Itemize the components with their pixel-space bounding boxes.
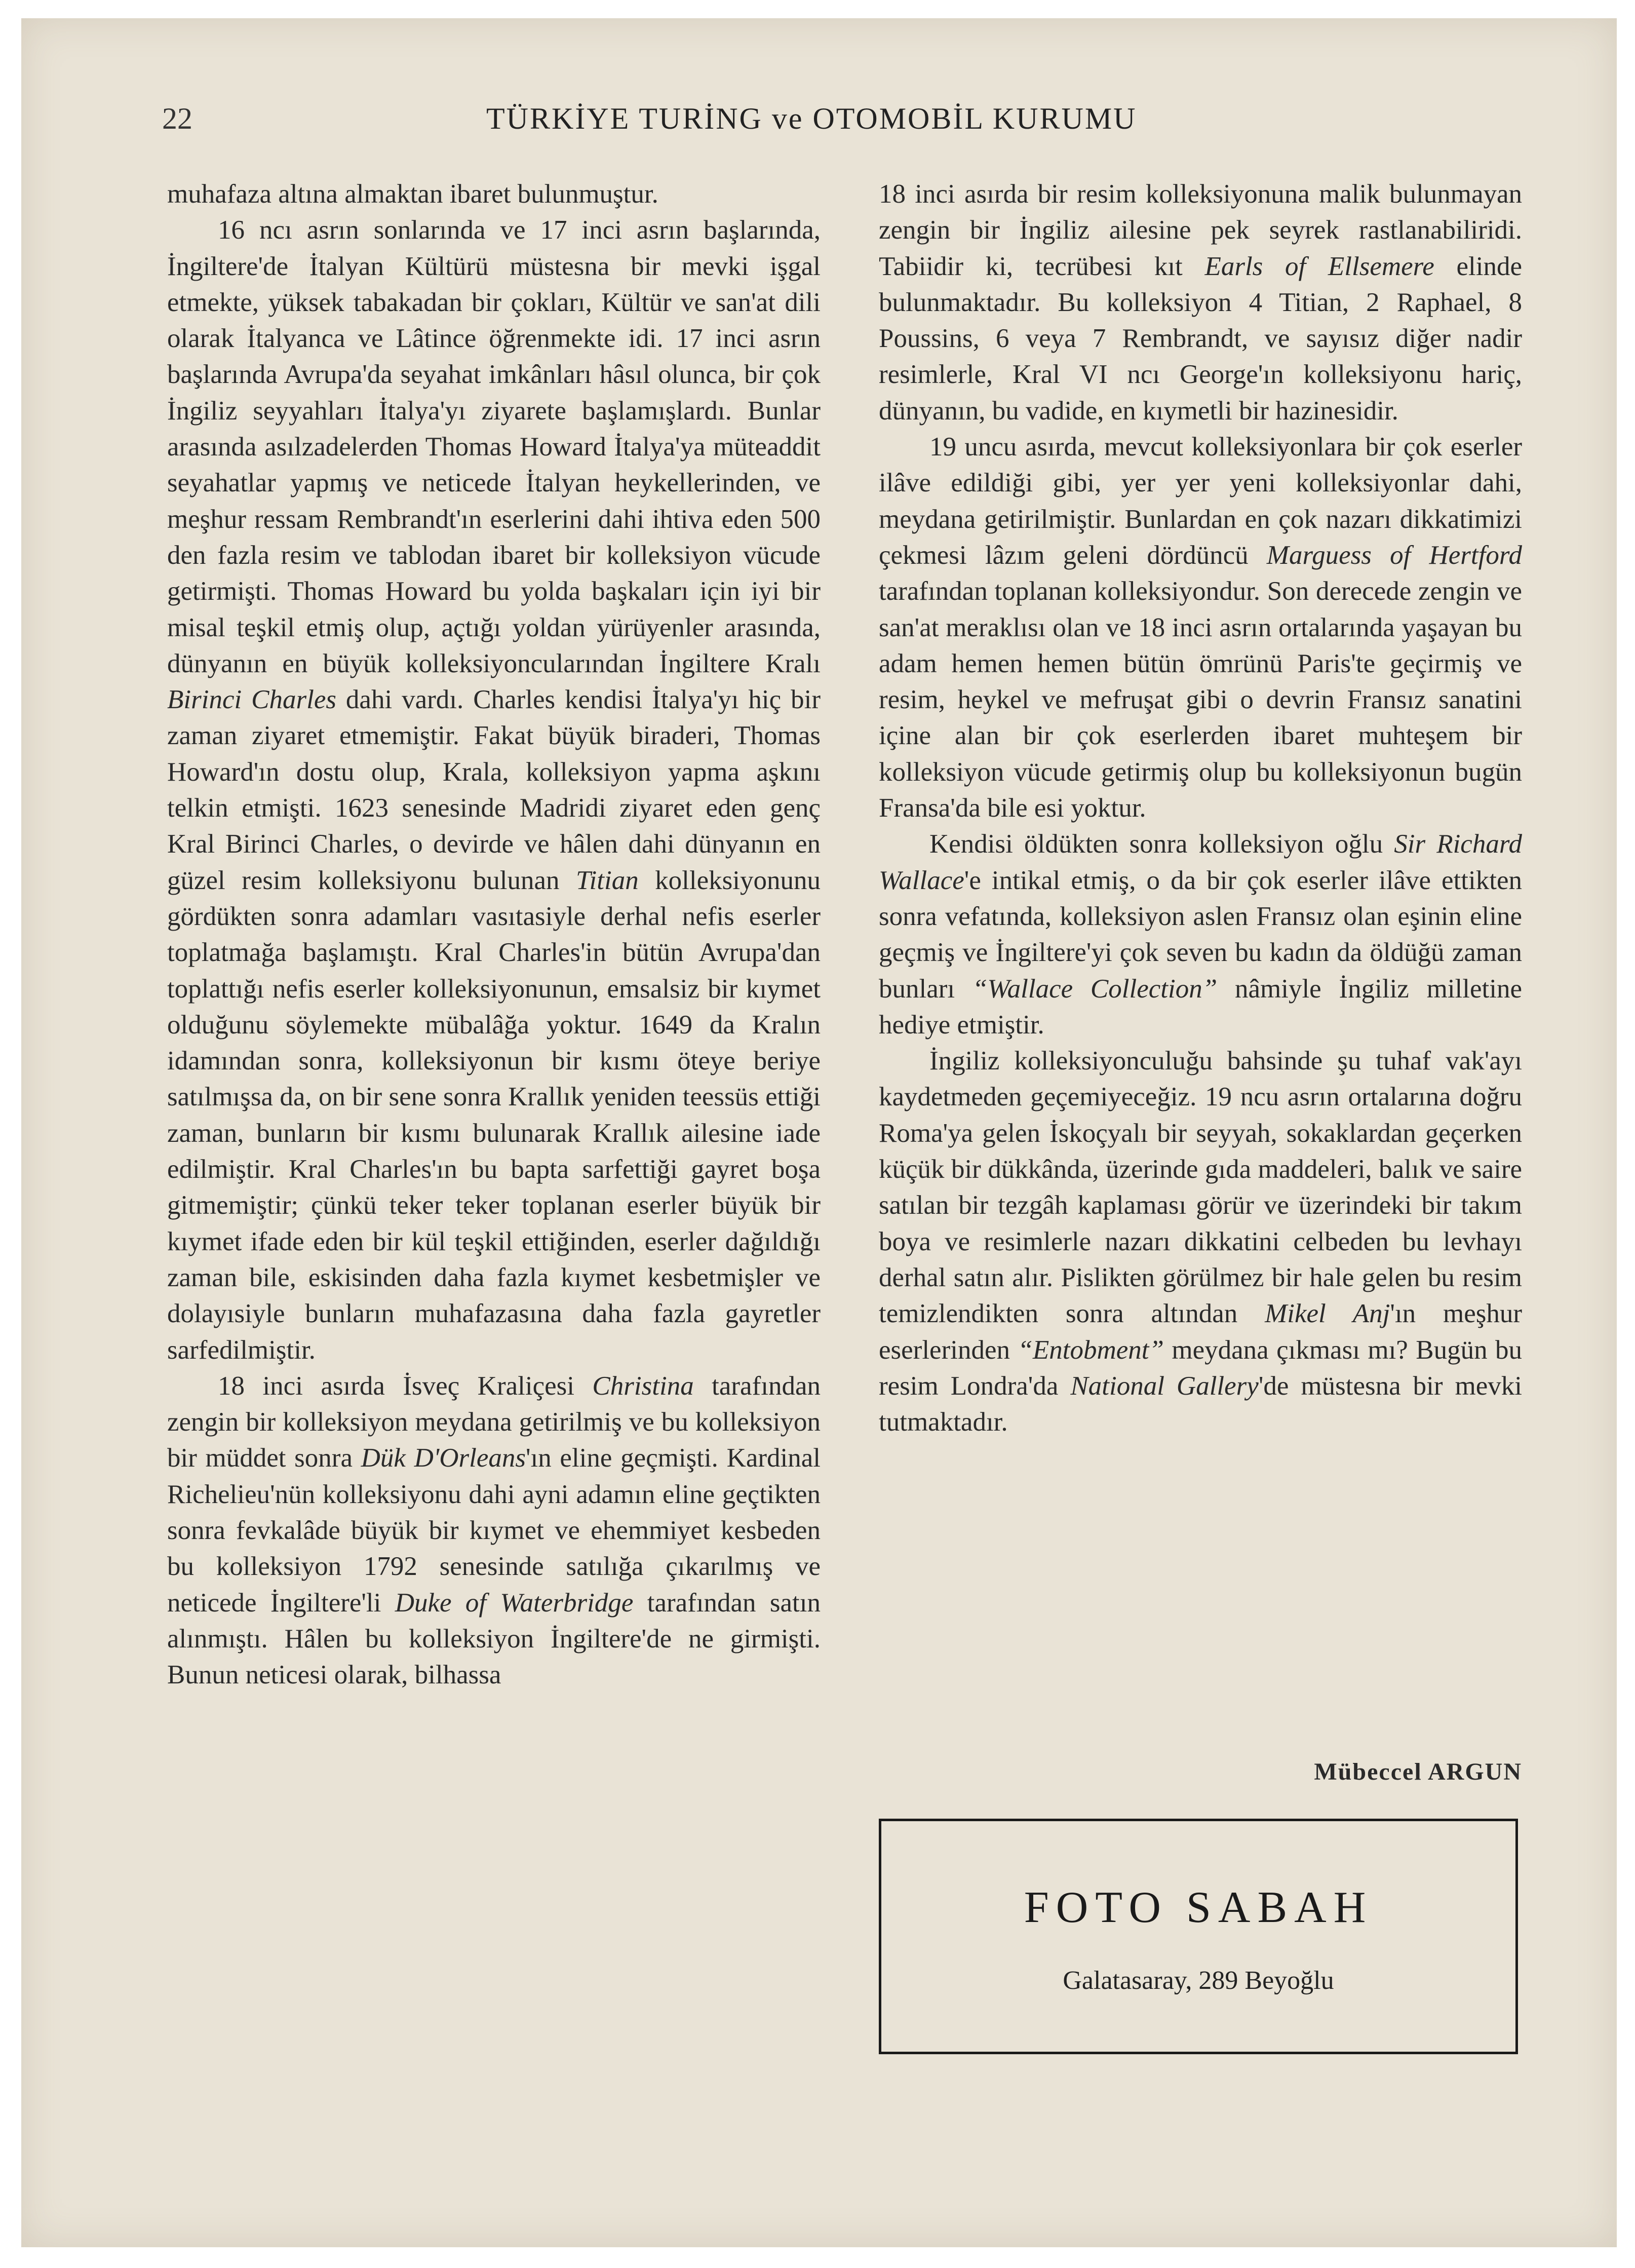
italic-emphasis: Dük D'Orleans — [361, 1443, 526, 1473]
article-paragraph: İngiliz kolleksiyonculuğu bahsinde şu tuhaf vak'ayı kaydetmeden geçemiyeceğiz. 19 ncu asrın ortalarına doğru Roma'ya gelen İskoçyalı bir seyyah, sokaklardan geçerken küçük bir dükkânda, üzerinde gıda maddeleri, balık ve saire satılan bir tezgâh kaplaması görür ve üzerindeki bir takım boya ve resimlerle nazarı dikkatini celbeden bu levhayı derhal satın alır. Pislikten görülmez bir hale gelen bu resim temizlendikten sonra altından Mikel Anj'ın meşhur eserlerinden “Entobment” meydana çıkması mı? Bugün bu resim Londra'da National Gallery'de müstesna bir mevki tutmaktadır. — [879, 1046, 1523, 1437]
italic-emphasis: “Entobment” — [1018, 1335, 1164, 1365]
italic-emphasis: Christina — [592, 1371, 694, 1401]
italic-emphasis: Duke of Waterbridge — [395, 1588, 634, 1618]
left-column — [167, 176, 821, 1693]
article-paragraph: 18 inci asırda İsveç Kraliçesi Christina tarafından zengin bir kolleksiyon meydana getirilmiş ve bu kolleksiyon bir müddet sonra Dük D'Orleans'ın eline geçmişti. Kardinal Richelieu'nün kolleksiyonu dahi ayni adamın eline geçtikten sonra fevkalâde büyük bir kıymet ve ehemmiyet kesbeden bu kolleksiyon 1792 senesinde satılığa çıkarılmış ve neticede İngiltere'li Duke of Waterbridge tarafından satın alınmıştı. Hâlen bu kolleksiyon İngiltere'de ne girmişti. Bunun neticesi olarak, bilhassa — [167, 1371, 821, 1690]
author-signature: Mübeccel ARGUN — [1314, 1758, 1522, 1785]
italic-emphasis: Mikel Anj — [1265, 1299, 1390, 1329]
italic-emphasis: Sir Richard Wallace — [879, 829, 1522, 895]
article-paragraph: 18 inci asırda bir resim kolleksiyonuna malik bulunmayan zengin bir İngiliz ailesine pek seyrek rastlanabiliridi. Tabiidir ki, tecrübesi kıt Earls of Ellsemere elinde bulunmaktadır. Bu kolleksiyon 4 Titian, 2 Raphael, 8 Poussins, 6 veya 7 Rembrandt, ve sayısız diğer nadir resimlerle, Kral VI ncı George'ın kolleksiyonu hariç, dünyanın, bu vadide, en kıymetli bir hazinesidir. — [879, 179, 1523, 426]
italic-emphasis: “Wallace Collection” — [972, 974, 1218, 1004]
page-header — [0, 96, 1635, 152]
advertisement-address: Galatasaray, 289 Beyoğlu — [1063, 1966, 1334, 1995]
article-paragraph: 16 ncı asrın sonlarında ve 17 inci asrın başlarında, İngiltere'de İtalyan Kültürü müstesna bir mevki işgal etmekte, yüksek tabakadan bir çokları, Kültür ve san'at dili olarak İtalyanca ve Lâtince öğrenmekte idi. 17 inci asrın başlarında Avrupa'da seyahat imkânları hâsıl olunca, bir çok İngiliz seyyahları İtalya'yı ziyarete başlamışlardı. Bunlar arasında asılzadelerden Thomas Howard İtalya'ya müteaddit seyahatlar yapmış ve neticede İtalyan heykellerinden, ve meşhur ressam Rembrandt'ın eserlerini dahi ihtiva eden 500 den fazla resim ve tablodan ibaret bir kolleksiyon vücude getirmişti. Thomas Howard bu yolda başkaları için iyi bir misal teşkil etmiş olup, açtığı yoldan yürüyenler arasında, dünyanın en büyük kolleksiyoncularından İngiltere Kralı Birinci Charles dahi vardı. Charles kendisi İtalya'yı hiç bir zaman ziyaret etmemiştir. Fakat büyük biraderi, Thomas Howard'ın dostu olup, Krala, kolleksiyon yapma aşkını telkin etmişti. 1623 senesinde Madridi ziyaret eden genç Kral Birinci Charles, o devirde ve hâlen dahi dünyanın en güzel resim kolleksiyonu bulunan Titian kolleksiyonunu gördükten sonra adamları vasıtasiyle derhal nefis eserler toplatmağa başlamıştı. Kral Charles'in bütün Avrupa'dan toplattığı nefis eserler kolleksiyonunun, emsalsiz bir kıymet olduğunu söylemekte mübalâğa yoktur. 1649 da Kralın idamından sonra, kolleksiyonun bir kısmı öteye beriye satılmışsa da, on bir sene sonra Krallık yeniden teessüs ettiği zaman, bunların bir kısmı bulunarak Krallık ailesine iade edilmiştir. Kral Charles'ın bu bapta sarfettiği gayret boşa gitmemiştir; çünkü teker teker toplanan eserler büyük bir kıymet ifade eden bir kül teşkil ettiğinden, eserler dağıldığı zaman bile, eskisinden daha fazla kıymet kesbetmişler ve dolayısiyle bunların muhafazasına daha fazla gayretler sarfedilmiştir. — [167, 215, 821, 1365]
running-title: TÜRKİYE TURİNG ve OTOMOBİL KURUMU — [486, 102, 1137, 135]
right-column — [879, 176, 1522, 1440]
italic-emphasis: Birinci Charles — [167, 685, 336, 715]
advertisement-title: FOTO SABAH — [1024, 1883, 1373, 1932]
italic-emphasis: Titian — [575, 865, 639, 895]
page-number: 22 — [162, 102, 192, 135]
article-paragraph: Kendisi öldükten sonra kolleksiyon oğlu Sir Richard Wallace'e intikal etmiş, o da bir çok eserler ilâve ettikten sonra vefatında, kolleksiyon aslen Fransız olan eşinin eline geçmiş ve İngiltere'yi çok seven bu kadın da öldüğü zaman bunları “Wallace Collection” nâmiyle İngiliz milletine hediye etmiştir. — [879, 829, 1522, 1040]
italic-emphasis: Marguess of Hertford — [1266, 540, 1523, 570]
article-paragraph: muhafaza altına almaktan ibaret bulunmuştur. — [167, 179, 658, 209]
italic-emphasis: Earls of Ellsemere — [1204, 251, 1434, 281]
advertisement-box — [879, 1819, 1518, 2054]
italic-emphasis: National Gallery — [1070, 1371, 1259, 1401]
article-paragraph: 19 uncu asırda, mevcut kolleksiyonlara bir çok eserler ilâve edildiği gibi, yer yer yeni kolleksiyonlar dahi, meydana getirilmiştir. Bunlardan en çok nazarı dikkatimizi çekmesi lâzım geleni dördüncü Marguess of Hertford tarafından toplanan kolleksiyondur. Son derecede zengin ve san'at meraklısı olan ve 18 inci asrın ortalarında yaşayan bu adam hemen hemen bütün ömrünü Paris'te geçirmiş ve resim, heykel ve mefruşat gibi o devrin Fransız sanatini içine alan bir çok eserlerden ibaret muhteşem bir kolleksiyon vücude getirmiş olup bu kolleksiyonun bugün Fransa'da bile esi yoktur. — [879, 432, 1523, 823]
